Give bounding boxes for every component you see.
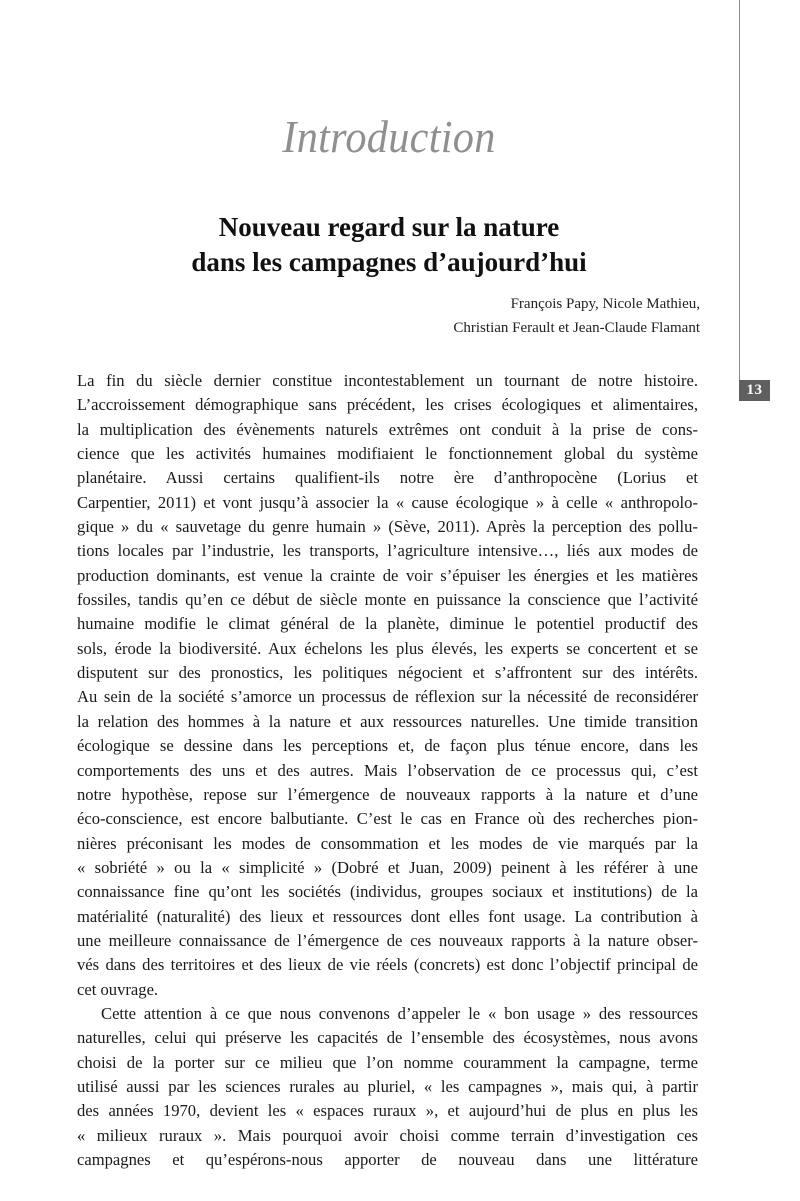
text-line: notre hypothèse, repose sur l’émergence de nouveaux rapports à la nature et d’une <box>77 784 698 804</box>
author-line: François Papy, Nicole Mathieu, <box>510 296 700 312</box>
text-line: planétaire. Aussi certains qualifient-ils notre ère d’anthropocène (Lorius et <box>77 468 698 488</box>
text-line: fossiles, tandis qu’en ce début de siècle monte en puissance la conscience que l’activité <box>77 590 698 610</box>
text-line: Cette attention à ce que nous convenons d’appeler le « bon usage » des ressources <box>101 1003 698 1023</box>
text-line: cet ouvrage. <box>77 979 159 999</box>
text-line: production dominants, est venue la crainte de voir s’épuiser les énergies et les matières <box>77 565 698 585</box>
text-line: la multiplication des évènements naturels extrêmes ont conduit à la prise de cons- <box>77 419 698 439</box>
text-line: Au sein de la société s’amorce un processus de réflexion sur la nécessité de reconsidérer <box>77 687 698 707</box>
text-line: écologique se dessine dans les perceptions et, de façon plus ténue encore, dans les <box>77 736 698 756</box>
text-line: éco-conscience, est encore balbutiante. C’est le cas en France où des recherches pion- <box>77 809 698 829</box>
text-line: cience que les activités humaines modifiaient le fonctionnement global du système <box>77 444 698 464</box>
text-line: comportements des uns et des autres. Mais l’observation de ce processus qui, c’est <box>77 760 698 780</box>
text-line: une meilleure connaissance de l’émergence de ces nouveaux rapports à la nature obser- <box>77 930 698 950</box>
text-line: naturelles, celui qui préserve les capacités de l’ensemble des écosystèmes, nous avons <box>77 1028 698 1048</box>
text-line: disputent sur des pronostics, les politiques négocient et s’affrontent sur des intérêts. <box>77 663 698 683</box>
body-text <box>77 369 698 1172</box>
text-line: matérialité (naturalité) des lieux et ressources dont elles font usage. La contribution à <box>77 906 698 926</box>
text-line: L’accroissement démographique sans précédent, les crises écologiques et alimentaires, <box>77 395 698 415</box>
text-line: utilisé aussi par les sciences rurales au pluriel, « les campagnes », mais qui, à partir <box>77 1076 698 1096</box>
text-line: connaissance fine qu’ont les sociétés (individus, groupes sociaux et institutions) de la <box>77 882 698 902</box>
text-line: « sobriété » ou la « simplicité » (Dobré et Juan, 2009) peinent à les référer à une <box>77 857 698 877</box>
text-line: « milieux ruraux ». Mais pourquoi avoir choisi comme terrain d’investigation ces <box>77 1125 698 1145</box>
chapter-title-line: Nouveau regard sur la nature <box>218 212 560 242</box>
margin-rule <box>739 0 740 381</box>
text-line: La fin du siècle dernier constitue incontestablement un tournant de notre histoire. <box>77 371 698 390</box>
chapter-title-line: dans les campagnes d’aujourd’hui <box>191 247 587 277</box>
text-line: vés dans des territoires et des lieux de vie réels (concrets) est donc l’objectif principal de <box>77 955 698 975</box>
text-line: gique » du « sauvetage du genre humain » (Sève, 2011). Après la perception des pollu- <box>77 517 698 537</box>
chapter-title <box>0 210 778 280</box>
text-line: la relation des hommes à la nature et aux ressources naturelles. Une timide transition <box>77 711 698 731</box>
text-line: humaine modifie le climat général de la planète, diminue le potentiel productif des <box>77 614 698 634</box>
paragraph-2 <box>77 1002 698 1172</box>
page-number-badge: 13 <box>739 380 770 401</box>
text-line: campagnes et qu’espérons-nous apporter de nouveau dans une littérature <box>77 1150 698 1169</box>
text-line: sols, érode la biodiversité. Aux échelons les plus élevés, les experts se concertent et se <box>77 638 698 658</box>
chapter-label: Introduction <box>282 111 496 162</box>
author-line: Christian Ferault et Jean-Claude Flamant <box>453 320 700 336</box>
text-line: des années 1970, devient les « espaces ruraux », et aujourd’hui de plus en plus les <box>77 1101 698 1121</box>
text-line: nières préconisant les modes de consommation et les modes de vie marqués par la <box>77 833 698 853</box>
text-line: tions locales par l’industrie, les transports, l’agriculture intensive…, liés aux modes de <box>77 541 698 561</box>
text-line: choisi de la porter sur ce milieu que l’on nomme couramment la campagne, terme <box>77 1052 698 1072</box>
author-byline <box>453 292 700 340</box>
paragraph-1 <box>77 369 698 1002</box>
text-line: Carpentier, 2011) et vont jusqu’à associer la « cause écologique » à celle « anthropolo- <box>77 492 698 512</box>
